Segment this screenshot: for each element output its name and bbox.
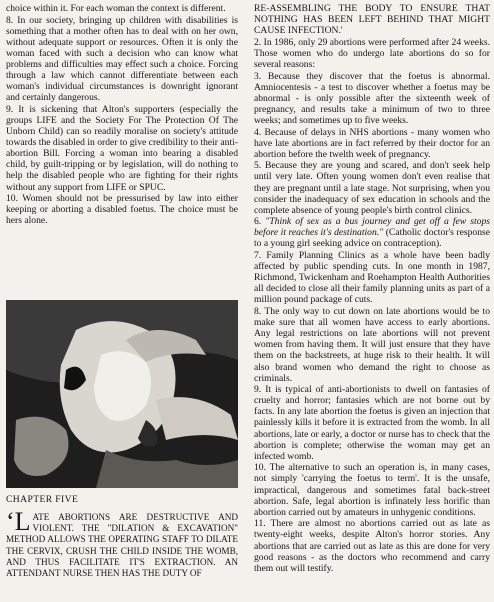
right-paragraph-10: 10. The alternative to such an operation is, in many cases, not simply 'carrying the foetus to term'. It is the unsafe, impractical, dangerous and sometimes fatal back-street abortion. Safe, legal abortion is infinately less horific than abortion carried out by amateurs in unhygenic conditions. (254, 462, 490, 518)
right-paragraph-3: 3. Because they discover that the foetus is abnormal. Amniocentesis - a test to discover whether a foetus may be abnormal - is only possible after the sixteenth week of pregnancy, and results take a minimum of two to three weeks; and sometimes up to five weeks. (254, 70, 490, 126)
right-paragraph-11: 11. There are almost no abortions carried out as late as twenty-eight weeks, despite Alton's horror stories. Any abortions that are carried out as late as this are done for very good reasons - as the doctors who recommend and carry them out will testify. (254, 518, 490, 574)
lead-text: ATE ABORTIONS ARE DESTRUCTIVE AND VIOLENT. THE "DILATION & EXCAVATION" METHOD ALLOWS THE OPERATING STAFF TO DILATE THE CERVIX, CRUSH THE CHILD INSIDE THE WOMB, AND THUS FACILITATE IT'S EXTRACTION. AN ATTENDANT NURSE THEN HAS THE DUTY OF (6, 512, 238, 579)
left-column (6, 3, 238, 226)
drop-cap: ‘L (6, 507, 31, 536)
right-paragraph-5: 5. Because they are young and scared, and don't seek help until very late. Often young women don't even realise that they are pregnant until a late stage. Not surprising, when you consider the inadequacy of sex education in schools and the complete absence of young people's birth control clinics. (254, 160, 490, 216)
halftone-photo-hand (6, 300, 238, 488)
p6-rest: (Catholic doctor's response to a young girl seeking advice on contraception). (254, 227, 490, 250)
lead-paragraph (6, 507, 238, 579)
right-paragraph-2: 2. In 1986, only 29 abortions were performed after 24 weeks. Those women who do undergo late abortions do so for several reasons: (254, 36, 490, 70)
right-paragraph-7: 7. Family Planning Clinics as a whole have been badly affected by public spending cuts. In one month in 1987, Richmond, Twickenham and Roehampton Health Authorities all decided to close all their family planning units as part of a million pound package of cuts. (254, 250, 490, 306)
left-paragraph-1: choice within it. For each woman the context is different. (6, 3, 226, 14)
p6-quote: "Think of sex as a bus journey and get off a few stops before it reaches it's destination." (254, 216, 490, 239)
left-paragraph-3: 9. It is sickening that Alton's supporters (especially the groups LIFE and the Society For The Protection Of The Unborn Child) can so readily moralise on society's attitude towards the disabled in order to give credibility to their anti-abortion Bill. Forcing a woman into bearing a disabled child, by guilt-tripping or by legislation, will do nothing to help the disabled people who are fighting for their rights without any support from LIFE or SPUC. (6, 103, 238, 193)
chapter-heading: CHAPTER FIVE (6, 494, 79, 505)
right-paragraph-6 (254, 216, 490, 249)
right-paragraph-9: 9. It is typical of anti-abortionists to dwell on fantasies of cruelty and horror; fantasies which are not borne out by facts. In any late abortion the foetus is given an injection that painlessly kills it before it is extracted from the womb. In all abortions, late or early, a doctor or nurse has to check that the abortion is complete; otherwise the woman may get an infected womb. (254, 384, 490, 462)
right-column (254, 3, 490, 574)
left-paragraph-4: 10. Women should not be pressurised by law into either keeping or aborting a disabled foetus. The choice must be hers alone. (6, 193, 238, 227)
right-paragraph-8: 8. The only way to cut down on late abortions would be to make sure that all women have access to early abortions. Any legal restrictions on late abortions will not prevent women from having them. It will just ensure that they have them on the backstreets, at huge risk to their health. It will also brand women who demand the right to choose as criminals. (254, 306, 490, 384)
photo-illustration (6, 300, 238, 488)
p6-number: 6. (254, 216, 262, 228)
right-paragraph-4: 4. Because of delays in NHS abortions - many women who have late abortions are in fact referred by their doctor for an abortion before the twelth week of pregnancy. (254, 126, 490, 160)
left-paragraph-2: 8. In our society, bringing up children with disabilities is something that a mother often has to deal with on her own, without adequate support or resources. Often it is only the woman faced with such a decision who can know what problems and difficulties may effect such a choice. Forcing through a law which cannot differentiate between each woman's individual circumstances is downright ignorant and certainly dangerous. (6, 14, 238, 104)
right-intro-caps: RE-ASSEMBLING THE BODY TO ENSURE THAT NOTHING HAS BEEN LEFT BEHIND THAT MIGHT CAUSE INFECTION.' (254, 3, 490, 37)
